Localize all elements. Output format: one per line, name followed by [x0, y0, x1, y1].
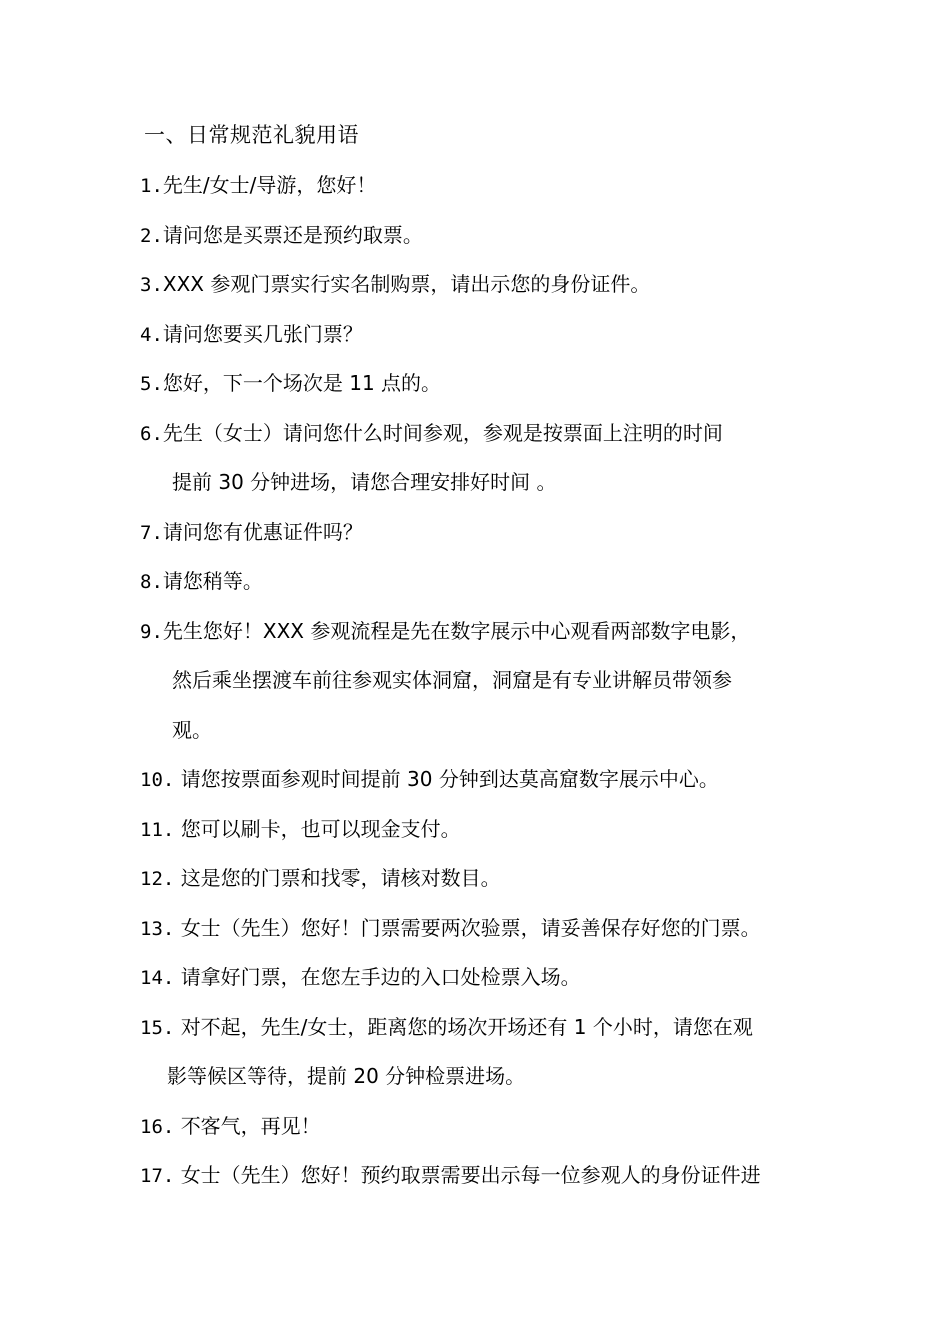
phrase-text: 然后乘坐摆渡车前往参观实体洞窟，洞窟是有专业讲解员带领参 — [172, 668, 732, 692]
phrase-item — [140, 614, 840, 747]
phrase-text: 观。 — [172, 717, 212, 742]
phrase-item — [140, 168, 840, 202]
phrase-item — [140, 1158, 840, 1192]
item-number: 3. — [140, 274, 163, 296]
phrase-line — [140, 1158, 840, 1192]
phrase-text: 您好，下一个场次是 11 点的。 — [162, 371, 442, 395]
phrase-item — [140, 861, 840, 895]
phrase-item — [140, 366, 840, 400]
phrase-line — [140, 960, 840, 994]
phrase-item — [140, 564, 840, 598]
phrase-line — [140, 366, 840, 400]
phrase-line — [140, 812, 840, 846]
phrase-line — [140, 465, 840, 499]
phrase-text: 请您稍等。 — [162, 569, 263, 593]
phrase-text: 请拿好门票，在您左手边的入口处检票入场。 — [180, 965, 581, 989]
phrase-line — [140, 416, 840, 450]
phrase-line — [140, 663, 840, 697]
phrase-text: 这是您的门票和找零，请核对数目。 — [180, 866, 501, 890]
phrase-line — [140, 762, 840, 796]
item-number: 6. — [140, 422, 163, 445]
phrase-line — [140, 564, 840, 598]
phrase-line — [140, 713, 840, 747]
phrase-item — [140, 515, 840, 549]
phrase-text: 请问您是买票还是预约取票。 — [162, 222, 423, 247]
phrase-line — [140, 911, 840, 945]
phrase-text: 请您按票面参观时间提前 30 分钟到达莫高窟数字展示中心。 — [180, 767, 719, 791]
item-number: 17. — [140, 1165, 175, 1187]
phrase-line — [140, 317, 840, 351]
section-heading: 一、日常规范礼貌用语 — [144, 123, 359, 147]
phrase-text: 请问您有优惠证件吗？ — [162, 519, 363, 544]
phrase-text: 提前 30 分钟进场，请您合理安排好时间 。 — [172, 470, 557, 494]
phrase-text: 对不起，先生/女士，距离您的场次开场还有 1 个小时，请您在观 — [180, 1014, 753, 1039]
item-number: 9. — [140, 620, 163, 643]
phrase-list — [140, 168, 840, 1208]
item-number: 10. — [140, 769, 175, 791]
phrase-line — [140, 861, 840, 895]
phrase-item — [140, 812, 840, 846]
phrase-item — [140, 762, 840, 796]
item-number: 5. — [140, 373, 163, 395]
phrase-text: 影等候区等待，提前 20 分钟检票进场。 — [167, 1064, 526, 1088]
item-number: 11. — [140, 818, 175, 841]
phrase-item — [140, 960, 840, 994]
item-number: 7. — [140, 521, 163, 544]
phrase-text: 女士（先生）您好！预约取票需要出示每一位参观人的身份证件进 — [180, 1163, 761, 1187]
phrase-item — [140, 218, 840, 252]
item-number: 1. — [140, 175, 163, 197]
item-number: 13. — [140, 917, 175, 940]
item-number: 16. — [140, 1115, 175, 1138]
item-number: 12. — [140, 868, 175, 890]
phrase-item — [140, 317, 840, 351]
phrase-line — [140, 614, 840, 648]
item-number: 14. — [140, 967, 175, 989]
item-number: 4. — [140, 323, 163, 346]
phrase-item — [140, 1109, 840, 1143]
phrase-item — [140, 1010, 840, 1094]
phrase-text: 先生/女士/导游，您好！ — [162, 173, 377, 197]
phrase-text: 先生您好！XXX 参观流程是先在数字展示中心观看两部数字电影， — [162, 618, 751, 643]
phrase-line — [140, 218, 840, 252]
phrase-line — [140, 515, 840, 549]
phrase-text: XXX 参观门票实行实名制购票，请出示您的身份证件。 — [162, 272, 651, 296]
phrase-line — [140, 1010, 840, 1044]
phrase-item — [140, 911, 840, 945]
phrase-item — [140, 416, 840, 500]
item-number: 8. — [140, 571, 163, 593]
phrase-line — [140, 168, 840, 202]
phrase-text: 您可以刷卡，也可以现金支付。 — [180, 816, 461, 841]
phrase-text: 请问您要买几张门票？ — [162, 321, 363, 346]
phrase-text: 女士（先生）您好！门票需要两次验票，请妥善保存好您的门票。 — [180, 915, 761, 940]
phrase-text: 不客气，再见！ — [180, 1113, 321, 1138]
phrase-line — [140, 267, 840, 301]
phrase-line — [140, 1109, 840, 1143]
phrase-item — [140, 267, 840, 301]
item-number: 15. — [140, 1016, 175, 1039]
phrase-text: 先生（女士）请问您什么时间参观，参观是按票面上注明的时间 — [162, 420, 723, 445]
item-number: 2. — [140, 224, 163, 247]
phrase-line — [140, 1059, 840, 1093]
